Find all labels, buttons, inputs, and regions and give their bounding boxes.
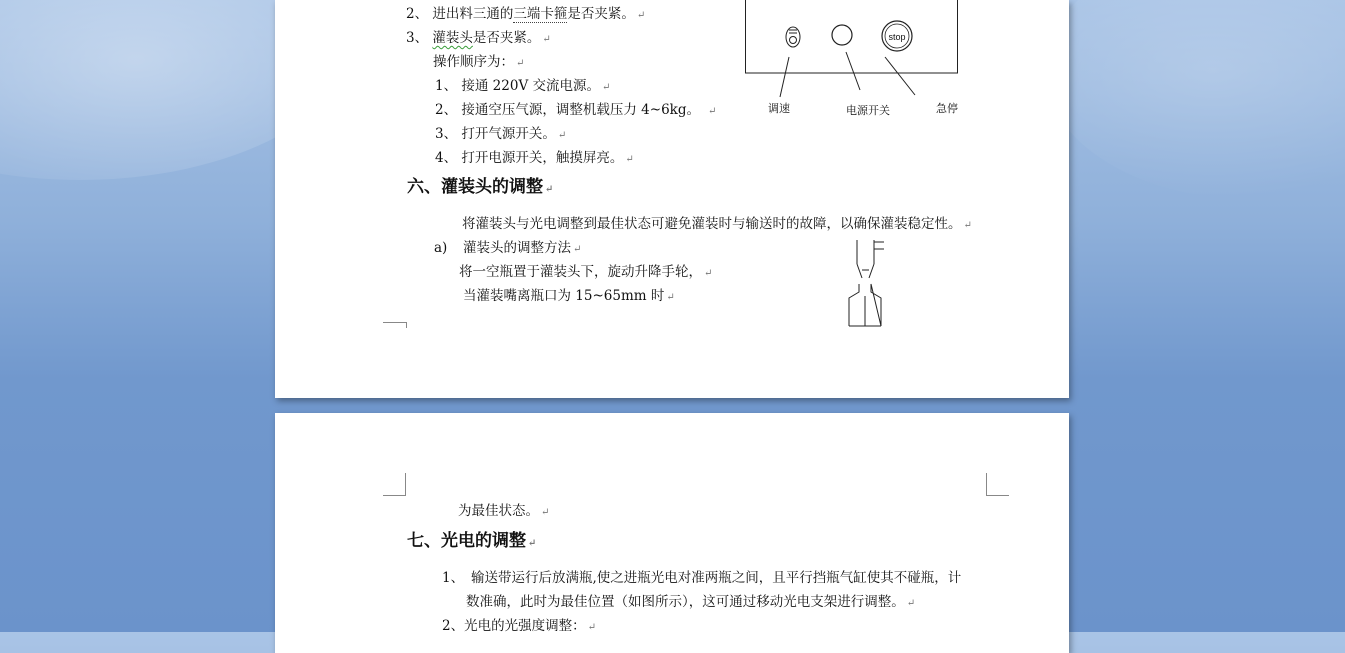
speed-knob-icon (786, 27, 800, 47)
section-7-item-2: 2、光电的光强度调整： ↵ (442, 618, 596, 634)
stop-button-icon (882, 21, 912, 51)
crop-mark-top-right (986, 473, 1009, 496)
adjust-line-1: 将一空瓶置于灌装头下，旋动升降手轮， ↵ (459, 264, 713, 280)
section-7-heading: 七、光电的调整 ↵ (407, 531, 537, 551)
document-page-2[interactable] (275, 413, 1069, 653)
crop-mark-bottom-left (383, 322, 407, 328)
label-speed: 调速 (768, 102, 790, 115)
adjust-line-2: 当灌装嘴离瓶口为 15~65mm 时 ↵ (463, 288, 675, 304)
crop-mark-top-left (383, 473, 406, 496)
sub-a-label: a) (434, 240, 448, 256)
leader-power (846, 52, 860, 90)
control-panel-diagram (745, 0, 965, 80)
leader-stop (885, 57, 915, 95)
section-7-item-1-line-1: 输送带运行后放满瓶,使之进瓶光电对准两瓶之间，且平行挡瓶气缸使其不碰瓶，计 (471, 570, 962, 586)
section-7-item-1-num: 1、 (442, 570, 465, 586)
background-highlight-right (1045, 0, 1345, 200)
label-power-switch: 电源开关 (846, 104, 890, 117)
stop-text: stop (888, 32, 906, 42)
procedure-step-2: 2、 接通空压气源，调整机载压力 4~6kg。 ↵ (435, 102, 717, 118)
continuation-text: 为最佳状态。 ↵ (458, 503, 550, 519)
document-page-1[interactable] (275, 0, 1069, 398)
label-emergency-stop: 急停 (936, 102, 958, 115)
nozzle-icon (857, 240, 884, 278)
section-6-intro: 将灌装头与光电调整到最佳状态可避免灌装时与输送时的故障，以确保灌装稳定性。 ↵ (462, 216, 972, 232)
procedure-step-4: 4、 打开电源开关，触摸屏亮。 ↵ (435, 150, 634, 166)
check-item-2: 2、 进出料三通的三端卡箍是否夹紧。 ↵ (406, 6, 646, 22)
procedure-step-1: 1、 接通 220V 交流电源。 ↵ (435, 78, 611, 94)
section-7-item-1-line-2: 数准确，此时为最佳位置（如图所示），这可通过移动光电支架进行调整。 ↵ (466, 594, 916, 610)
sub-a-title: 灌装头的调整方法 ↵ (463, 240, 582, 256)
bottle-icon (849, 284, 881, 326)
leader-speed (780, 57, 789, 97)
procedure-title: 操作顺序为： ↵ (433, 54, 525, 70)
check-item-3: 3、 灌装头是否夹紧。 ↵ (406, 30, 551, 46)
filling-head-diagram (845, 236, 905, 336)
power-switch-icon (832, 25, 852, 45)
procedure-step-3: 3、 打开气源开关。 ↵ (435, 126, 567, 142)
section-6-heading: 六、灌装头的调整 ↵ (407, 177, 554, 197)
